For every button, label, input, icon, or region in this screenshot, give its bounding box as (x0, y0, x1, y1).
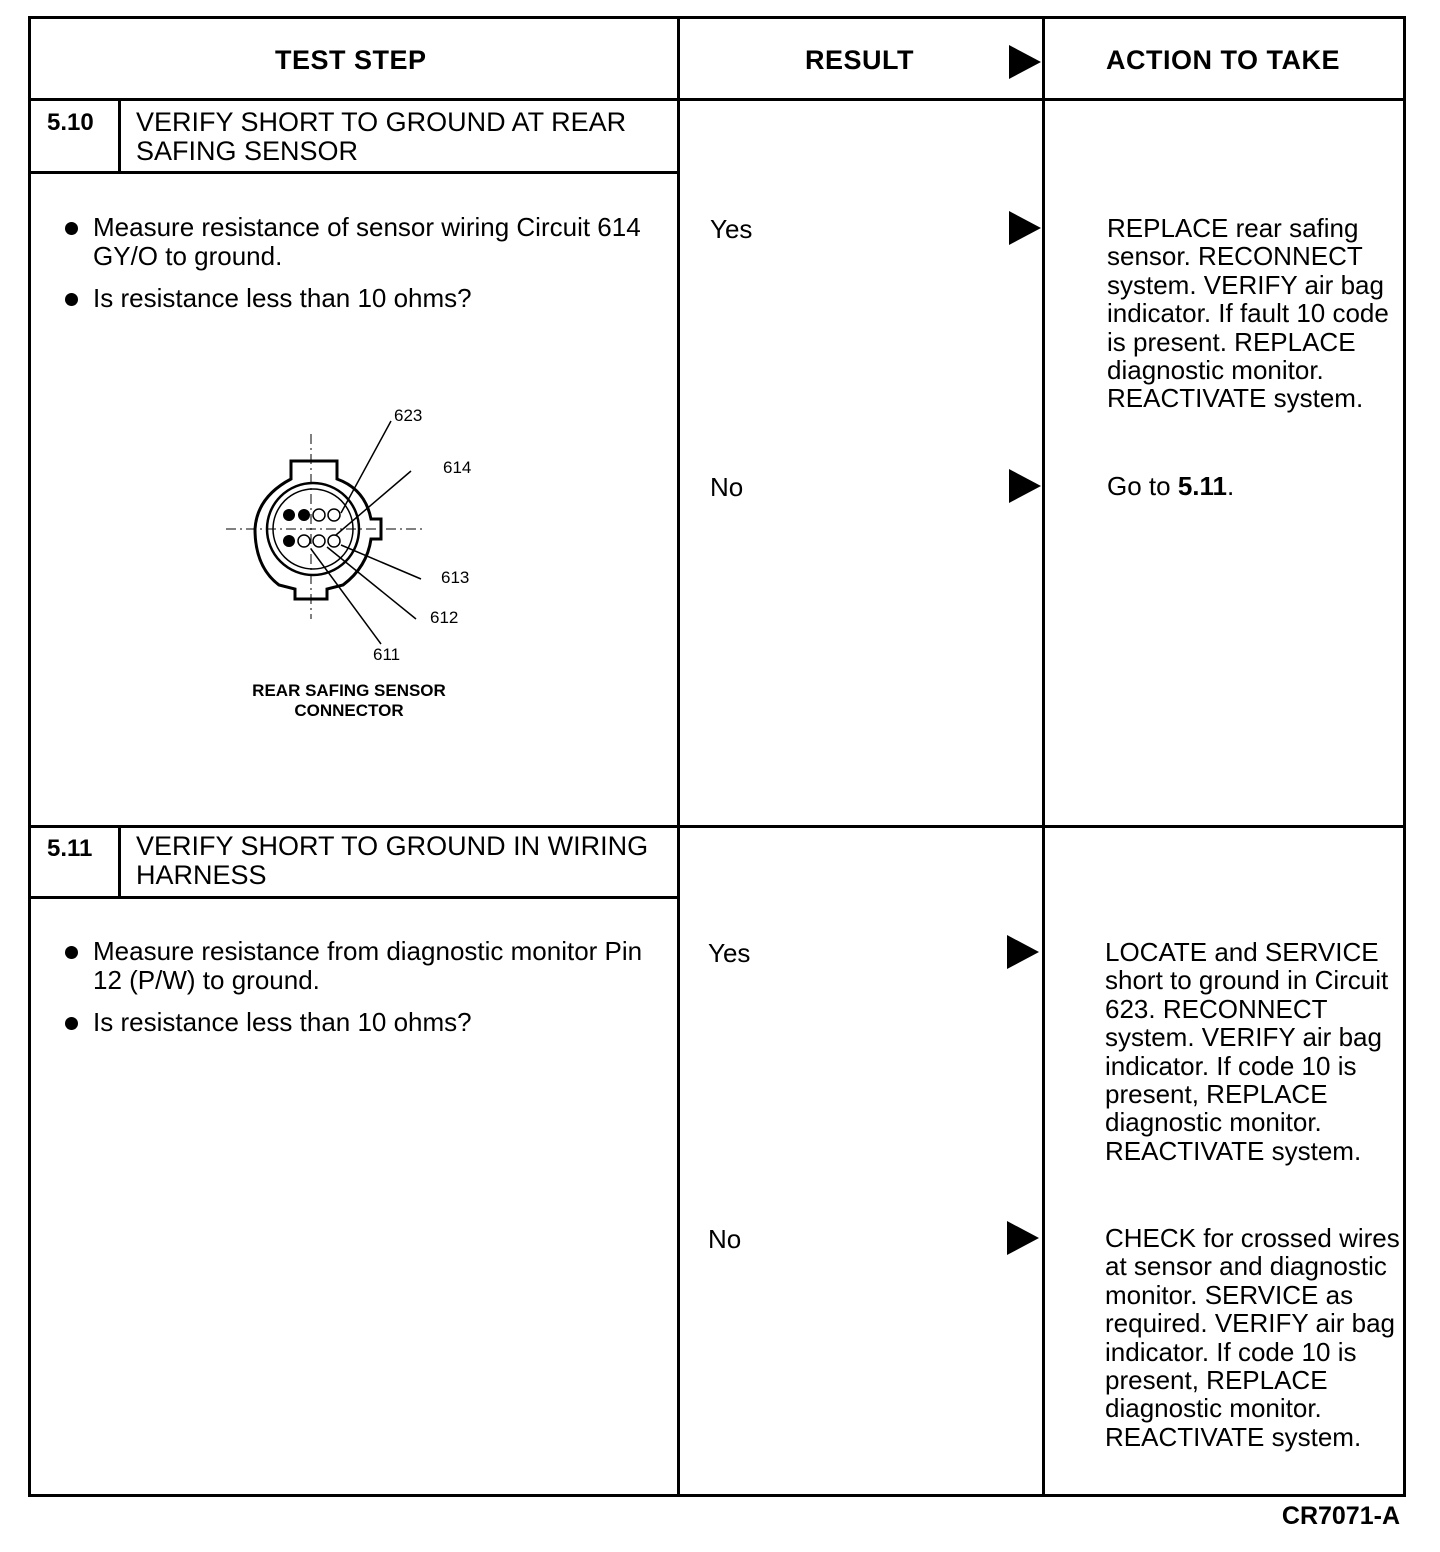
action-text: Go to 5.11. (1107, 471, 1235, 501)
step-title: VERIFY SHORT TO GROUND IN WIRING HARNESS (136, 831, 649, 890)
header-action: ACTION TO TAKE (1106, 45, 1340, 75)
result-no: No (708, 1224, 742, 1254)
step-instructions (63, 937, 663, 1050)
result-arrow-icon (1009, 469, 1041, 503)
step-number: 5.10 (47, 109, 94, 136)
result-arrow-icon (1007, 1221, 1039, 1255)
figure-reference: CR7071-A (1281, 1502, 1400, 1530)
result-arrow-icon (1007, 935, 1039, 969)
pin-label: 613 (441, 568, 470, 587)
connector-housing (255, 461, 381, 599)
pin-label: 612 (430, 608, 459, 627)
diagnostic-table (28, 16, 1406, 1497)
step-instructions (63, 213, 663, 326)
result-arrow-icon (1009, 45, 1041, 79)
diagram-caption: CONNECTOR (294, 701, 404, 720)
instruction-item: Measure resistance from diagnostic monitor Pin 12 (P/W) to ground. (63, 937, 663, 995)
step-number-divider (118, 825, 121, 899)
step-separator (31, 825, 1403, 828)
step-reference: 5.11 (1177, 471, 1227, 501)
header-rule (31, 98, 1403, 101)
action-text: LOCATE and SERVICE short to ground in Circuit 623. RECONNECT system. VERIFY air bag indicator. If code 10 is present, REPLACE diagnostic monitor. REACTIVATE system. (1105, 937, 1389, 1166)
action-text: REPLACE rear safing sensor. RECONNECT system. VERIFY air bag indicator. If fault 10 code is present. REPLACE diagnostic monitor. REACTIVATE system. (1107, 213, 1389, 414)
diagram-caption: REAR SAFING SENSOR (252, 681, 446, 700)
step-number-divider (118, 98, 121, 173)
pin-label: 611 (373, 645, 401, 664)
result-yes: Yes (708, 938, 751, 968)
instruction-item: Is resistance less than 10 ohms? (63, 284, 663, 313)
connector-diagram (211, 389, 471, 744)
instruction-item: Measure resistance of sensor wiring Circuit 614 GY/O to ground. (63, 213, 663, 271)
column-divider (1042, 19, 1045, 1494)
header-test-step: TEST STEP (275, 45, 427, 75)
step-title-rule (31, 171, 677, 174)
step-title-rule (31, 896, 677, 899)
step-number: 5.11 (47, 835, 93, 862)
action-text: CHECK for crossed wires at sensor and diagnostic monitor. SERVICE as required. VERIFY air bag indicator. If code 10 is present, REPLACE diagnostic monitor. REACTIVATE system. (1105, 1223, 1400, 1452)
step-title: VERIFY SHORT TO GROUND AT REAR SAFING SENSOR (136, 107, 627, 166)
column-divider (677, 19, 680, 1494)
header-result: RESULT (805, 45, 914, 75)
connector-diagram-svg (211, 389, 471, 739)
pin-label: 623 (394, 406, 423, 425)
instruction-item: Is resistance less than 10 ohms? (63, 1008, 663, 1037)
result-yes: Yes (710, 214, 753, 244)
pin-label: 614 (443, 458, 471, 477)
result-no: No (710, 472, 744, 502)
result-arrow-icon (1009, 211, 1041, 245)
